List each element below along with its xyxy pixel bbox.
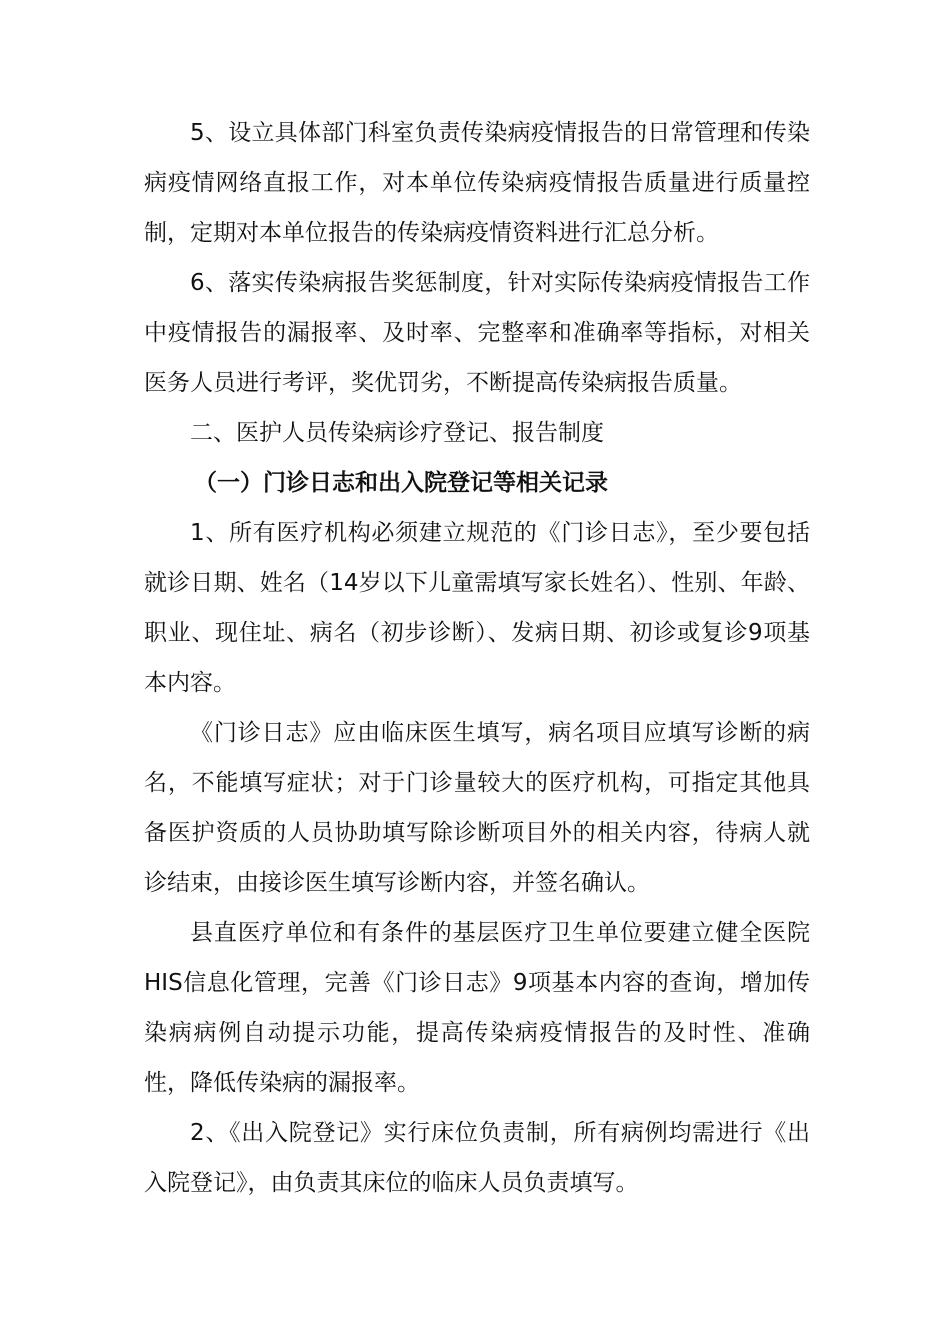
subsection-heading: （一）门诊日志和出入院登记等相关记录 (194, 470, 608, 496)
paragraph-admission-register: 2、《出入院登记》实行床位负责制，所有病例均需进行《出入院登记》，由负责其床位的临床人员负责填写。 (144, 1120, 810, 1196)
paragraph-his-management: 县直医疗单位和有条件的基层医疗卫生单位要建立健全医院HIS信息化管理，完善《门诊日志》9项基本内容的查询，增加传染病病例自动提示功能，提高传染病疫情报告的及时性、准确性，降低传染病的漏报率。 (144, 920, 810, 1096)
paragraph-item-6: 6、落实传染病报告奖惩制度，针对实际传染病疫情报告工作中疫情报告的漏报率、及时率、完整率和准确率等指标，对相关医务人员进行考评，奖优罚劣，不断提高传染病报告质量。 (144, 270, 810, 396)
section-heading: 二、医护人员传染病诊疗登记、报告制度 (190, 420, 604, 446)
document-body (144, 108, 810, 1208)
paragraph-outpatient-log: 1、所有医疗机构必须建立规范的《门诊日志》，至少要包括就诊日期、姓名（14岁以下儿童需填写家长姓名）、性别、年龄、职业、现住址、病名（初步诊断）、发病日期、初诊或复诊9项基本内容。 (144, 520, 810, 696)
paragraph-item-5: 5、设立具体部门科室负责传染病疫情报告的日常管理和传染病疫情网络直报工作，对本单位传染病疫情报告质量进行质量控制，定期对本单位报告的传染病疫情资料进行汇总分析。 (144, 120, 810, 246)
paragraph-log-filling: 《门诊日志》应由临床医生填写，病名项目应填写诊断的病名，不能填写症状；对于门诊量较大的医疗机构，可指定其他具备医护资质的人员协助填写除诊断项目外的相关内容，待病人就诊结束，由接诊医生填写诊断内容，并签名确认。 (144, 720, 810, 896)
